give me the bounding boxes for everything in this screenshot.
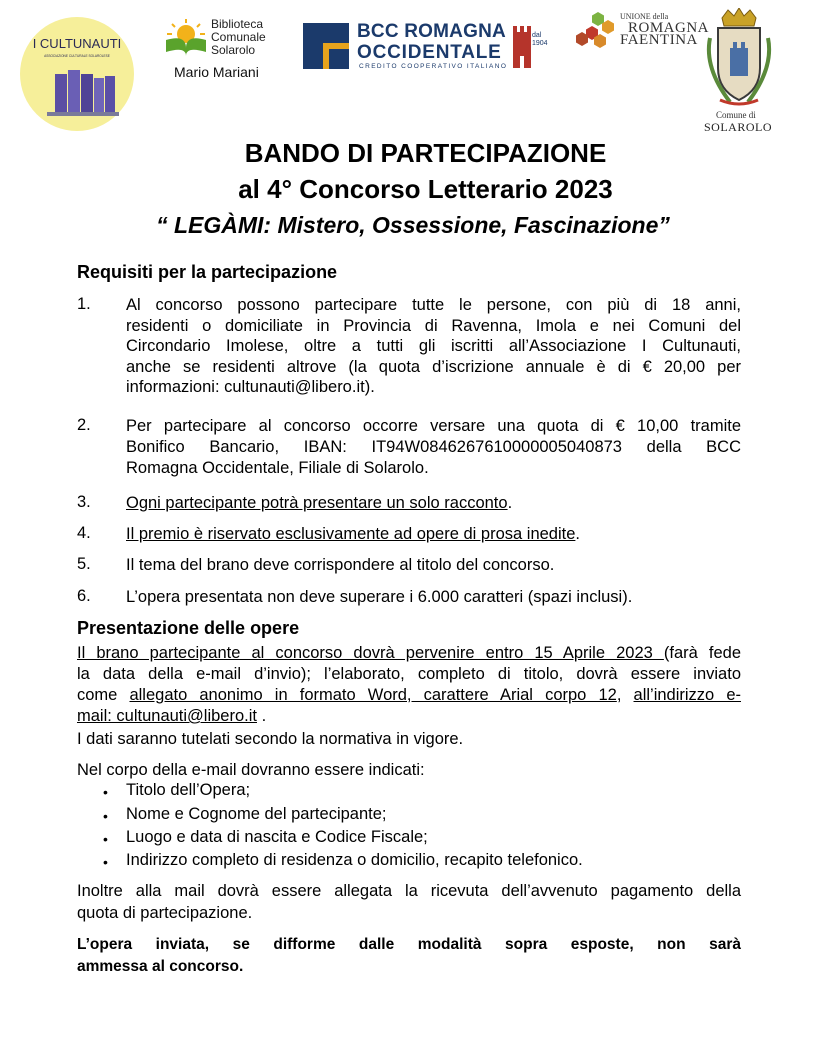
requisito-3: [126, 493, 741, 514]
bcc-since-year: 1904: [532, 40, 548, 47]
requisito-5: Il tema del brano deve corrispondere al titolo del concorso.: [126, 556, 555, 574]
presentazione-p4-line2: quota di partecipazione.: [77, 904, 253, 922]
requisito-1-line: anche se residenti altrove (la quota d’iscrizione annuale è di € 20,00 per: [126, 357, 741, 376]
cultunauti-emblem: [19, 16, 135, 132]
bullet-icon: •: [103, 831, 108, 847]
cultunauti-logo: [19, 16, 135, 132]
presentazione-heading: Presentazione delle opere: [77, 618, 300, 638]
requisito-3-text: Ogni partecipante potrà presentare un solo racconto: [126, 494, 508, 512]
email-link[interactable]: mail: cultunauti@libero.it: [77, 707, 257, 725]
bcc-name-line1: BCC ROMAGNA: [357, 21, 506, 42]
presentazione-p1-line1: [77, 643, 741, 664]
warning-note-line2: ammessa al concorso.: [77, 958, 244, 975]
bcc-name-line2: OCCIDENTALE: [357, 42, 502, 63]
presentazione-p1-line3: [77, 685, 741, 706]
title-tema: “ LEGÀMI: Mistero, Ossessione, Fascinazione”: [156, 212, 670, 238]
bullet-item: Nome e Cognome del partecipante;: [126, 805, 387, 823]
requisito-2-line: Bonifico Bancario, IBAN: IT94W0846267610000005040873 della BCC: [126, 438, 741, 456]
presentazione-p1-line4: [77, 706, 741, 727]
biblioteca-name: Mario Mariani: [174, 64, 259, 80]
item-number: 3.: [77, 493, 91, 511]
unione-logo: [572, 10, 710, 56]
bullet-item: Luogo e data di nascita e Codice Fiscale;: [126, 828, 428, 846]
comune-name: SOLAROLO: [704, 120, 773, 134]
biblioteca-line2: Comunale: [211, 30, 266, 44]
deadline-note: (farà fede: [663, 644, 741, 662]
requisito-1-line: Al concorso possono partecipare tutte le persone, con più di 18 anni,: [126, 296, 741, 314]
requisito-4-text: Il premio è riservato esclusivamente ad opere di prosa inedite: [126, 525, 576, 543]
cultunauti-name: I CULTUNAUTI: [32, 36, 122, 51]
biblioteca-line1: Biblioteca: [211, 17, 264, 31]
item-number: 4.: [77, 524, 91, 542]
presentazione-p1-line2: la data della e-mail d’invio); l’elaborato, completo di titolo, dovrà essere inviato: [77, 665, 741, 683]
requisito-2-line: Per partecipare al concorso occorre versare una quota di € 10,00 tramite: [126, 417, 741, 435]
requisiti-heading: Requisiti per la partecipazione: [77, 262, 338, 282]
requisito-1-line: Circondario Imolese, oltre a tutti gli iscritti all’Associazione I Cultunauti,: [126, 337, 741, 355]
requisito-2: [126, 416, 741, 479]
bullet-icon: •: [103, 854, 108, 870]
requisito-1-line: residenti o domiciliate in Provincia di Ravenna, Imola e nei Comuni del: [126, 316, 741, 335]
book-sun-icon: [164, 18, 208, 58]
bcc-square-icon: [303, 23, 349, 69]
biblioteca-line3: Solarolo: [211, 43, 256, 57]
presentazione-p2: I dati saranno tutelati secondo la normativa in vigore.: [77, 730, 464, 748]
bullet-item: Titolo dell’Opera;: [126, 781, 251, 799]
requisito-1: [126, 295, 741, 398]
title-concorso: al 4° Concorso Letterario 2023: [238, 174, 613, 204]
presentazione-p3: Nel corpo della e-mail dovranno essere indicati:: [77, 761, 425, 779]
unione-line1: UNIONE della: [620, 12, 669, 21]
requisito-6: L’opera presentata non deve superare i 6.000 caratteri (spazi inclusi).: [126, 588, 633, 606]
item-number: 5.: [77, 555, 91, 573]
deadline-text: Il brano partecipante al concorso dovrà pervenire entro 15 Aprile 2023: [77, 644, 664, 662]
bullet-icon: •: [103, 808, 108, 824]
requisito-1-line: informazioni: cultunauti@libero.it).: [126, 378, 375, 396]
title-bando: BANDO DI PARTECIPAZIONE: [244, 138, 607, 168]
requisito-3-tail: .: [507, 494, 513, 512]
comune-solarolo-logo: [700, 8, 778, 136]
coat-of-arms-icon: [700, 8, 778, 108]
requisito-2-line: Romagna Occidentale, Filiale di Solarolo.: [126, 459, 429, 477]
comune-small-label: Comune di: [716, 110, 756, 120]
bcc-since: [532, 32, 548, 48]
bcc-tagline: CREDITO COOPERATIVO ITALIANO: [359, 63, 508, 70]
p1-l4-rest: .: [257, 707, 267, 725]
item-number: 6.: [77, 587, 91, 605]
bullet-icon: •: [103, 784, 108, 800]
cultunauti-subtitle: ASSOCIAZIONE CULTURALE SOLAROLESE: [44, 54, 110, 58]
item-number: 2.: [77, 416, 91, 434]
p1-l3-a: come: [77, 686, 130, 704]
presentazione-p4-line1: Inoltre alla mail dovrà essere allegata la ricevuta dell’avvenuto pagamento della: [77, 882, 741, 900]
email-intro: all’indirizzo e-: [633, 686, 741, 704]
requisito-4: [126, 524, 741, 545]
biblioteca-logo: [164, 16, 274, 86]
bcc-since-dal: dal: [532, 32, 542, 39]
unione-line2: ROMAGNA: [628, 20, 710, 36]
unione-line3: FAENTINA: [620, 32, 698, 48]
p1-l3-b: ,: [616, 686, 634, 704]
bullet-item: Indirizzo completo di residenza o domicilio, recapito telefonico.: [126, 851, 583, 869]
bcc-logo: [303, 20, 549, 72]
requisito-4-tail: .: [575, 525, 580, 543]
warning-note-line1: L’opera inviata, se difforme dalle modalità sopra esposte, non sarà: [77, 936, 741, 953]
item-number: 1.: [77, 295, 91, 313]
format-requirement: allegato anonimo in formato Word, carattere Arial corpo 12: [129, 686, 617, 704]
hexagons-icon: [572, 10, 616, 56]
